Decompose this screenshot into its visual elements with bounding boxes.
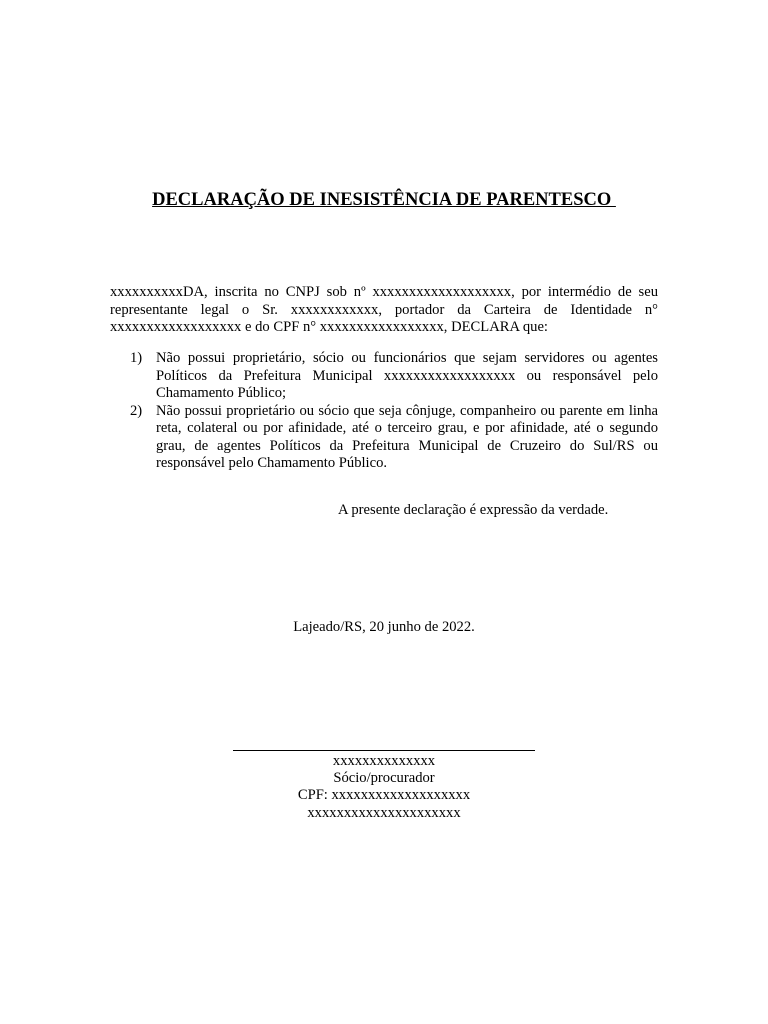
list-item-number: 2) <box>130 402 143 419</box>
signer-name: xxxxxxxxxxxxxx <box>332 753 436 769</box>
document-title: DECLARAÇÃO DE INESISTÊNCIA DE PARENTESCO <box>152 190 616 210</box>
list-item <box>130 403 658 473</box>
signer-cpf: CPF: xxxxxxxxxxxxxxxxxxx <box>297 787 471 804</box>
signer-role: Sócio/procurador <box>333 770 435 787</box>
list-item-text: Não possui proprietário, sócio ou funcionários que sejam servidores ou agentes Políticos da Prefeitura Municipal xxxxxxxxxxxxxxxxxx ou responsável pelo Chamamento Público; <box>156 350 658 401</box>
place-date: Lajeado/RS, 20 junho de 2022. <box>293 619 475 635</box>
declaration-list <box>130 350 658 473</box>
list-item-number: 1) <box>130 350 143 366</box>
truth-statement: A presente declaração é expressão da verdade. <box>338 502 609 518</box>
signature-line <box>233 750 535 751</box>
list-item-text: Não possui proprietário ou sócio que seja cônjuge, companheiro ou parente em linha reta, colateral ou por afinidade, até o terceiro grau, e por afinidade, até o segundo grau, de agentes Políticos da Prefeitura Municipal de Cruzeiro do Sul/RS ou responsável pelo Chamamento Público. <box>156 402 658 471</box>
list-item <box>130 350 658 403</box>
signature-block <box>0 753 768 822</box>
signer-extra: xxxxxxxxxxxxxxxxxxxxx <box>307 804 461 821</box>
intro-paragraph: xxxxxxxxxxDA, inscrita no CNPJ sob nº xxxxxxxxxxxxxxxxxxx, por intermédio de seu representante legal o Sr. xxxxxxxxxxxx, portador da Carteira de Identidade n° xxxxxxxxxxxxxxxxxx e do CPF n° xxxxxxxxxxxxxxxxx, DECLARA que: <box>110 284 658 335</box>
